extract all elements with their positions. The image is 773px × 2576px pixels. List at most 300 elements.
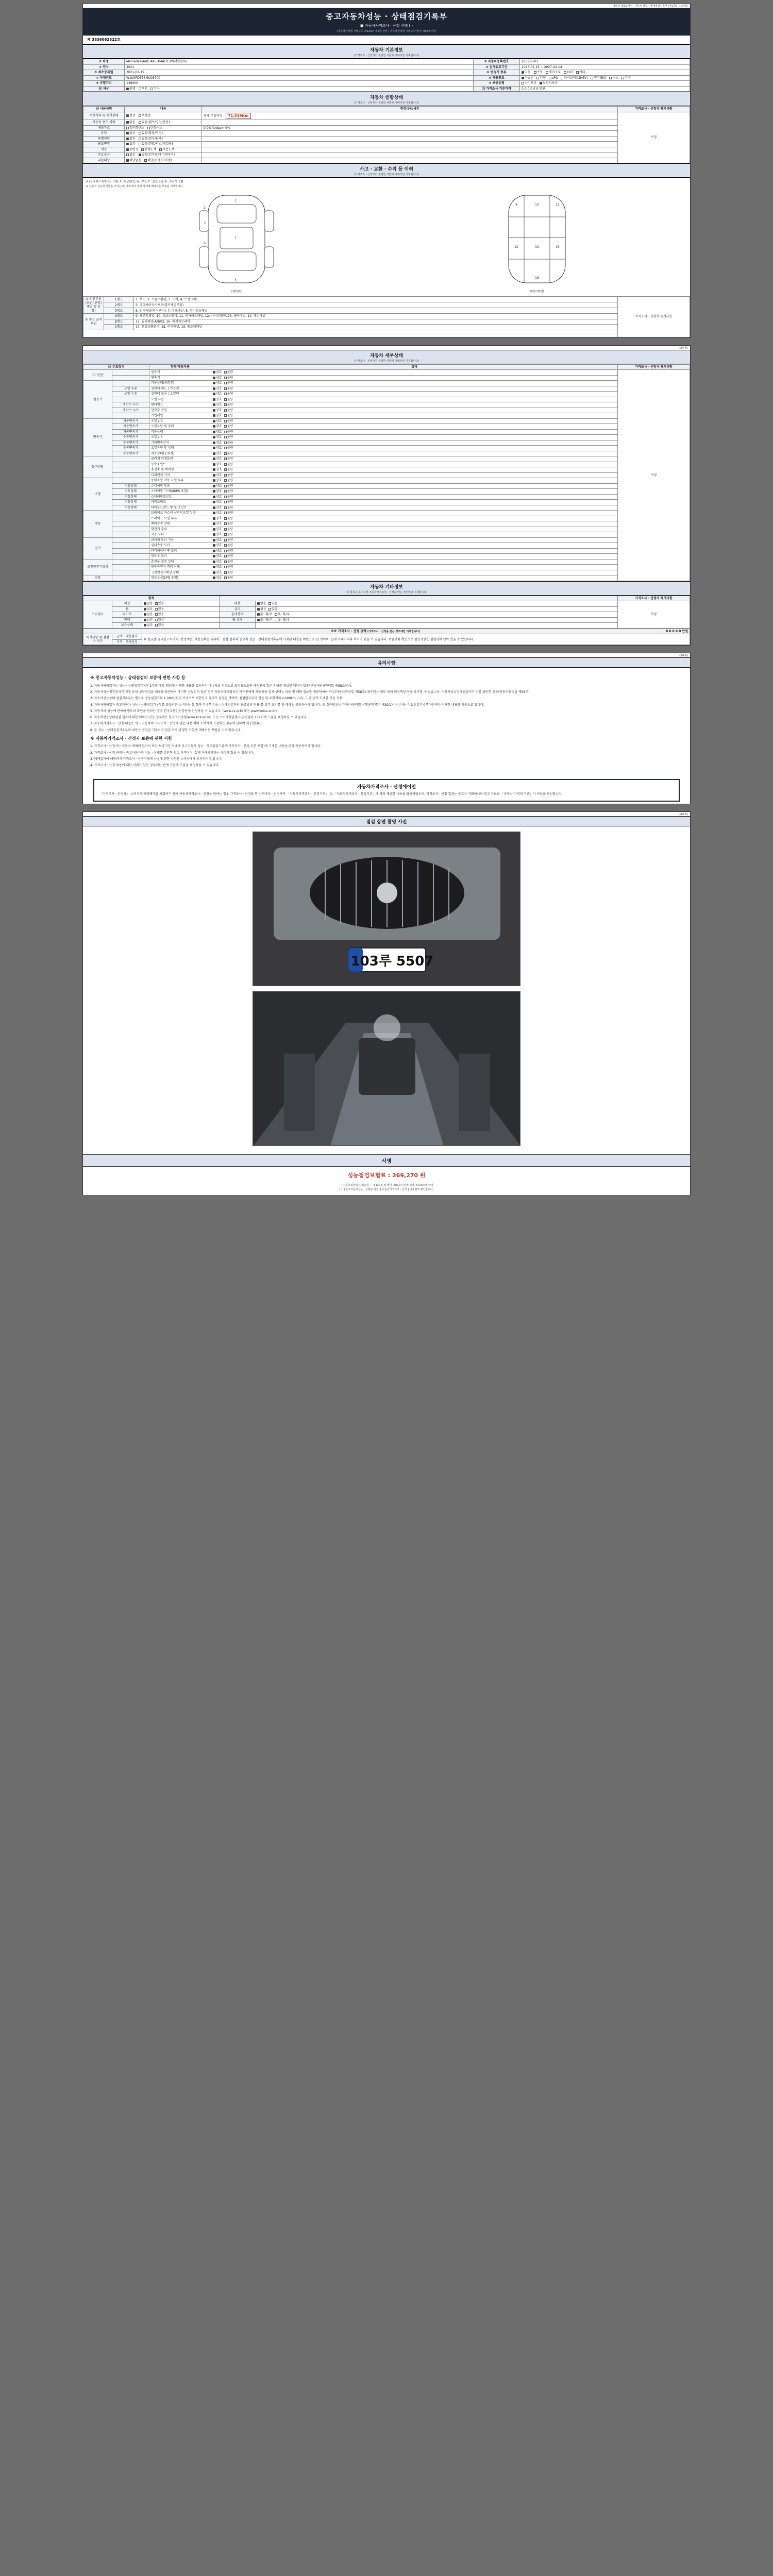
detail-head-device: ⑭ 주요장치 [83,364,149,370]
checkbox-color-unchanged[interactable]: 무변경 [126,148,138,152]
table-row [83,537,690,543]
checkbox-trans-cvt[interactable]: CVT [564,71,573,75]
checkbox-state-bad[interactable]: 불량 [224,409,233,413]
overall-label-mileage: 주행거리 및 계기상태 [83,112,125,120]
frame-b-label: B랭크 [104,319,134,325]
overall-opts-tuning [125,131,202,137]
section-basic-title: 자동차 기본정보 [370,48,403,53]
checkbox-state-good[interactable]: 양호 [213,571,222,575]
checkbox-state-bad[interactable]: 불량 [224,517,233,521]
fee-row [83,1167,690,1182]
checkbox-tuning-yes[interactable]: 있음(불법/적법) [139,131,163,135]
detail-state-cell [211,565,618,570]
checkbox-state-good[interactable]: 양호 [213,370,222,375]
checkbox-etc-left-1[interactable]: 있음 [155,607,164,612]
checkbox-state-bad[interactable]: 불량 [224,528,233,532]
detail-subgroup-label [112,521,149,527]
notice-body [83,668,690,774]
checkbox-fuel-lpg[interactable]: LPG [549,76,558,80]
checkbox-special-yes[interactable]: 있음(침수/화재) [139,137,163,141]
detail-subgroup-label [112,570,149,575]
checkbox-etc-left-1[interactable]: 있음 [155,623,164,628]
etc-right-note: 적정 [618,601,690,629]
detail-item-label: 스티어링 기어(MDPS 포함) [149,489,211,495]
detail-state-cell [211,418,618,424]
table-row [83,386,690,392]
checkbox-state-bad[interactable]: 불량 [224,387,233,391]
checkbox-state-bad[interactable]: 불량 [224,463,233,467]
detail-subgroup-label [112,516,149,521]
detail-subgroup-label [112,462,149,467]
checkbox-trans-manual[interactable]: 수동 [534,71,543,75]
checkbox-state-bad[interactable]: 불량 [224,392,233,396]
checkbox-state-bad[interactable]: 불량 [224,522,233,526]
checkbox-etc-left-1[interactable]: 있음 [155,618,164,622]
checkbox-state-bad[interactable]: 불량 [224,533,233,537]
photo-front-svg [253,832,520,986]
table-row [83,500,690,505]
checkbox-recall-yes[interactable]: 해당(이행/미이행) [144,159,172,163]
checkbox-state-good[interactable]: 양호 [213,446,222,450]
table-row [83,606,690,612]
table-row [83,548,690,554]
checkbox-state-good[interactable]: 양호 [213,392,222,396]
document-subnote: (자동차관리법 시행규칙 제120조 제1항 관련 / 자동차관리법 시행규칙 별지 제82호서식) [337,30,436,33]
accident-right-note: 가격조사 · 산정자 특기사항 [618,297,690,337]
detail-item-label: 냉각수 수량 [149,408,211,413]
checkbox-state-good[interactable]: 양호 [213,419,222,423]
checkbox-state-bad[interactable]: 불량 [224,376,233,380]
page-mark-1: (1/4쪽) [679,5,688,8]
detail-state-cell [211,554,618,560]
checkbox-state-good[interactable]: 양호 [213,489,222,494]
checkbox-state-good[interactable]: 양호 [213,409,222,413]
detail-item-label: 동력조향 작동 오일 누유 [149,478,211,484]
basic-label-color: ⑪ 색상 [83,86,125,92]
detail-state-cell [211,370,618,376]
checkbox-state-good[interactable]: 양호 [213,517,222,521]
basic-info-table [83,59,690,92]
detail-right-note: 적정 [618,370,690,581]
checkbox-state-bad[interactable]: 불량 [224,457,233,461]
detail-state-cell [211,494,618,500]
etc-item-label-right: 유리 [220,606,256,612]
detail-state-cell [211,397,618,402]
checkbox-state-bad[interactable]: 불량 [224,500,233,504]
photo-underbody-svg [253,992,520,1146]
checkbox-mileage-normal[interactable]: 정상 [126,114,136,118]
detail-item-label: 시동 모터 [149,532,211,538]
detail-subgroup-label: 수동변속기 [112,435,149,440]
detail-state-cell [211,472,618,478]
checkbox-state-bad[interactable]: 불량 [224,538,233,543]
checkbox-state-good[interactable]: 양호 [213,528,222,532]
overall-detail-usage [202,120,618,126]
checkbox-state-good[interactable]: 양호 [213,544,222,548]
detail-state-cell [211,424,618,430]
checkbox-state-good[interactable]: 양호 [213,549,222,553]
checkbox-state-bad[interactable]: 불량 [224,549,233,553]
accident-note-2: ※ 자동차 성능에 영향을 미치는데, 기재 대상 항목 상태에 해당하는 부호를 기재합니다. [86,185,184,189]
sheet-3-top-note [83,653,690,657]
detail-item-label: 워터펌프 [149,402,211,408]
basic-value-fuel [520,75,690,81]
detail-state-cell [211,505,618,511]
table-row [83,75,690,81]
form-code-label: [별지 제3호서식] 자동차 성능ㆍ상태점검기록부 (제1쪽) [614,5,677,8]
etc-options-left [142,606,220,612]
notice-p3: 3. 자동차성능상태 점검기록부는 별도로 성능점검기록 1,000만원의 보증으로 대한민국 정부가 설정된 것이며, 점검일로부터 건물 및 주행거리 2,000km 이내, 그 중 먼저 도래한 것을 적용. [90,697,344,701]
detail-state-cell [211,451,618,456]
checkbox-state-good[interactable]: 양호 [213,538,222,543]
table-row [83,302,690,308]
etc-head-cell: 가격조사 · 산정자 특기사항 [618,596,690,601]
basic-value-inspection: 2025-02-15 ~ 2027-02-14 [520,64,690,70]
checkbox-state-good[interactable]: 양호 [213,441,222,445]
checkbox-etc-left-1[interactable]: 있음 [155,613,164,617]
document-page [0,0,773,1208]
table-row [83,489,690,495]
accident-frame-title: ② 주요 골격 부위 [83,314,104,330]
table-row [83,397,690,402]
checkbox-state-good[interactable]: 양호 [213,522,222,526]
detail-state-cell [211,375,618,381]
checkbox-state-bad[interactable]: 불량 [224,425,233,429]
accident-note-1: ※ (상태 표시 방법) ○ : 교환, X : 판금/용접, W : 부식, C : 흠집/긁힘, A : 수리 및 교환 [86,180,183,184]
footer-note [83,1182,690,1195]
checkbox-etc-right-1[interactable]: 後: 좌/우 [275,618,290,622]
table-row [83,559,690,565]
sheet-4-top-note [83,812,690,816]
checkbox-state-good[interactable]: 양호 [213,473,222,478]
checkbox-emission-co[interactable]: 일산화탄소 [126,126,144,130]
checkbox-etc-left-1[interactable]: 있음 [155,602,164,606]
detail-state-cell [211,483,618,489]
detail-group-label: 자기진단 [83,370,112,381]
detail-item-label: 연료누설(LPG 포함) [149,575,211,581]
checkbox-fuel-hybrid[interactable]: 하이브리드(HEV) [561,76,587,80]
overall-head-content: 내용 [125,107,202,112]
checkbox-state-good[interactable]: 양호 [213,414,222,418]
basic-value-year: 2021 [125,64,474,70]
checkbox-state-good[interactable]: 양호 [213,495,222,499]
checkbox-state-bad[interactable]: 불량 [224,554,233,558]
detail-subgroup-label: 수동변속기 [112,446,149,451]
table-header-row [83,107,690,112]
detail-subgroup-label: 자동변속기 [112,418,149,424]
checkbox-etc-right-0[interactable]: 없음 [257,602,266,606]
etc-item-label-right: 윤내상태 [220,612,256,618]
detail-group-label: 변속기 [83,418,112,456]
checkbox-state-good[interactable]: 양호 [213,511,222,515]
table-row [83,634,690,640]
checkbox-state-bad[interactable]: 불량 [224,576,233,580]
mileage-value: 71,539Km [226,113,251,120]
overall-detail-mileage: 현재 주행거리 : 71,539Km [202,112,618,120]
accident-diagram-area [83,178,690,296]
checkbox-state-good[interactable]: 양호 [213,398,222,402]
table-row [83,86,690,92]
checkbox-trans-semi[interactable]: 세미오토 [546,71,561,75]
checkbox-state-bad[interactable]: 불량 [224,430,233,434]
checkbox-etc-right-0[interactable]: 前: 좌/우 [257,618,273,622]
table-row [83,112,690,120]
checkbox-state-bad[interactable]: 불량 [224,479,233,483]
checkbox-state-good[interactable]: 양호 [213,479,222,483]
svg-text:4: 4 [234,278,237,282]
table-row [83,472,690,478]
section-notice-header [83,657,690,668]
overall-detail-recall [202,158,618,163]
notice-heading-2: ※ 자동차가격조사 · 산정자 보증에 관한 사항 [90,736,172,741]
detail-item-label: 배력장치 상태 [149,521,211,527]
svg-text:13: 13 [555,245,560,249]
table-row [83,392,690,397]
checkbox-state-good[interactable]: 양호 [213,463,222,467]
table-row [83,429,690,435]
checkbox-state-bad[interactable]: 불량 [224,544,233,548]
basic-label-warranty: ⑩ 보증유형 [474,81,520,87]
checkbox-state-bad[interactable]: 불량 [224,419,233,423]
checkbox-state-good[interactable]: 양호 [213,452,222,456]
notice-p4: 4. 자동차매매업자 중고자동차 성능 · 상태점검기록부를 발급받은 소비자는 동 항목 기록부(성능 · 상태점검자의 보증범위 적용)를 교부 교지를 할 때에는 교지하여야 합니다. 동 실증범위는 '자동차관리법 시행규칙 별지 제82호서식'(이하 '성능점검기록부')에 따라 기재한 내용을 기준으로 합니다. [90,703,484,707]
checkbox-state-good[interactable]: 양호 [213,376,222,380]
checkbox-fuel-gasoline[interactable]: 가솔린 [522,76,533,80]
overall-label-special: 특별이력 [83,136,125,142]
detail-group-label: 원동기 [83,381,112,419]
checkbox-state-bad[interactable]: 불량 [224,414,233,418]
checkbox-state-good[interactable]: 양호 [213,381,222,385]
checkbox-fuel-etc[interactable]: 기타 [621,76,631,80]
checkbox-state-good[interactable]: 양호 [213,425,222,429]
detail-item-label: 오일누유 [149,435,211,440]
detail-item-label: 작동상태 [149,429,211,435]
detail-item-label: 스티어링 펌프 [149,483,211,489]
checkbox-etc-right-0[interactable]: 前: 좌/우 [257,613,273,617]
fee-value: 269,270 원 [392,1172,426,1179]
table-row [83,494,690,500]
detail-subgroup-label [112,467,149,473]
checkbox-state-good[interactable]: 양호 [213,565,222,569]
checkbox-state-bad[interactable]: 불량 [224,403,233,407]
overall-head-use: ⑬ 사용이력 [83,107,125,112]
frame-c-items: 17. 트렁크플로어, 18. 리어패널, 19. 플로어패널 [134,325,618,330]
checkbox-etc-left-0[interactable]: 없음 [144,613,153,617]
car-top-view-svg [159,190,314,288]
sheet-2 [82,345,691,646]
checkbox-etc-left-0[interactable]: 없음 [144,602,153,606]
etc-options-left [142,601,220,607]
checkbox-state-good[interactable]: 양호 [213,554,222,558]
detail-item-label: 충전구 절연 상태 [149,559,211,565]
detail-state-cell [211,435,618,440]
checkbox-tuning-none[interactable]: 없음 [126,131,136,135]
checkbox-state-good[interactable]: 양호 [213,500,222,504]
sheet-4 [82,811,691,1195]
section-photos-title: 점검 장면 촬영 사진 [366,819,407,825]
checkbox-usechange-yes[interactable]: 있음(렌트/리스/영업용) [139,142,173,146]
etc-options-left [142,612,220,618]
detail-subgroup-label [112,537,149,543]
declaration-text: 「가격조사 · 산정자」 소비자가 매매계약을 체결하기 전에 자동차가격조사 · 산정을 원하는 경우 가격조사 · 산정을 한 가격조사 · 산정자가 「자동차가격조사 · 산정가격」 및 「자동차가격조사 · 산정기준」에 따라 제공한 내용을 확인하였으며, 가격조사 · 산정 결과는 중고차 거래에서의 참고 자료로 「자동차 가격의 기준」이 아님을 확인합니다. [99,792,563,796]
checkbox-state-good[interactable]: 양호 [213,533,222,537]
notice-p1: 1. 자동차매매업자는 성능 · 상태점검기록부 1부를 매도 제외에 기재한 내용을 교지하지 아니하고 거짓으로 교지됨으로써 매수인이 입은 손해를 배상할 책임이 있습니다(자동차관리법 제58조의4). [90,684,352,688]
checkbox-state-good[interactable]: 양호 [213,430,222,434]
checkbox-trans-etc[interactable]: 기타 [576,71,585,75]
document-number: 제 3836062822호 [83,36,690,44]
detail-head-item: 항목/해당부품 [149,364,211,370]
checkbox-state-bad[interactable]: 불량 [224,495,233,499]
detail-state-cell [211,537,618,543]
checkbox-emission-hc[interactable]: 탄화수소 [147,126,162,130]
detail-item-label: 스티어링조인트 [149,494,211,500]
checkbox-usechange-none[interactable]: 없음 [126,142,136,146]
checkbox-color-partial[interactable]: 부분도색 [159,148,174,152]
car-under-caption: 하면(아래면) [529,290,544,294]
checkbox-usage-yes[interactable]: 있음(렌트/영업/관용) [139,121,170,125]
checkbox-special-none[interactable]: 없음 [126,137,136,141]
checkbox-state-good[interactable]: 양호 [213,576,222,580]
checkbox-color-twotone[interactable]: 투톤 [139,87,148,91]
checkbox-state-bad[interactable]: 불량 [224,435,233,439]
checkbox-color-full[interactable]: 전체도색 [141,148,156,152]
detail-item-label: 고전원전기배선 상태 [149,570,211,575]
checkbox-etc-left-0[interactable]: 없음 [144,623,153,628]
detail-subgroup-label: 작동상태 [112,483,149,489]
checkbox-recall-na[interactable]: 해당없음 [126,159,141,163]
checkbox-state-bad[interactable]: 불량 [224,565,233,569]
detail-state-table [83,364,690,581]
checkbox-color-solid[interactable]: 원색 [126,87,136,91]
overall-detail-special [202,136,618,142]
checkbox-state-bad[interactable]: 불량 [224,441,233,445]
checkbox-etc-right-1[interactable]: 있음 [268,607,278,612]
checkbox-options-yes[interactable]: 있음(선루프/내비게이션) [139,153,175,157]
section-accident-note: (가격조사 · 산정자가 점검한 사항에 대해서만 기재합니다) [354,173,419,177]
checkbox-state-bad[interactable]: 불량 [224,370,233,375]
checkbox-state-bad[interactable]: 불량 [224,511,233,515]
checkbox-fuel-diesel[interactable]: 디젤 [536,76,546,80]
checkbox-state-good[interactable]: 양호 [213,435,222,439]
checkbox-usage-none[interactable]: 없음 [126,121,136,125]
detail-state-cell [211,429,618,435]
detail-item-label: 오일유량 및 상태 [149,446,211,451]
checkbox-state-bad[interactable]: 불량 [224,473,233,478]
detail-state-cell [211,456,618,462]
checkbox-state-good[interactable]: 양호 [213,387,222,391]
detail-subgroup-label [112,511,149,516]
svg-text:6: 6 [203,242,206,246]
basic-value-vin: W1K0PDEB6MU08700 [125,75,474,81]
etc-item-label-left: 광택 [112,617,142,623]
detail-item-label: 작동상태(공회전) [149,451,211,456]
detail-item-label: 커먼레일 [149,413,211,419]
etc-table-body [83,596,690,628]
checkbox-state-bad[interactable]: 불량 [224,398,233,402]
detail-group-label: 고전원전기장치 [83,559,112,575]
detail-subgroup-label: 작동상태 [112,500,149,505]
checkbox-state-bad[interactable]: 불량 [224,381,233,385]
table-row [83,456,690,462]
checkbox-fuel-ev[interactable]: 전기(EV) [591,76,606,80]
checkbox-state-good[interactable]: 양호 [213,468,222,472]
checkbox-state-good[interactable]: 양호 [213,403,222,407]
accident-parts-table [83,296,690,337]
checkbox-state-bad[interactable]: 불량 [224,452,233,456]
checkbox-state-bad[interactable]: 불량 [224,484,233,488]
table-row [83,314,690,319]
checkbox-state-bad[interactable]: 불량 [224,446,233,450]
checkbox-etc-right-0[interactable]: 없음 [257,607,266,612]
price-table [83,629,690,646]
checkbox-state-bad[interactable]: 불량 [224,506,233,510]
table-row [83,375,690,381]
checkbox-state-good[interactable]: 양호 [213,506,222,510]
section-overall-title: 자동차 종합상태 [370,95,403,100]
checkbox-etc-left-0[interactable]: 없음 [144,607,153,612]
checkbox-state-bad[interactable]: 불량 [224,489,233,494]
checkbox-etc-left-0[interactable]: 없음 [144,618,153,622]
declaration-title: 자동차가격조사 · 산정에이언 [357,784,416,790]
document-subtitle: ■ 자동차가격조사 · 산정 선택 ( ) [360,24,413,28]
rank-1-label: 1랭크 [104,297,134,302]
document-title: 중고자동차성능 · 상태점검기록부 [325,12,447,21]
section-detail-header [83,350,690,364]
detail-state-cell [211,548,618,554]
detail-item-label: 라디에이터 팬 모터 [149,548,211,554]
detail-state-cell [211,532,618,538]
detail-item-label: 와이퍼 모터 기능 [149,537,211,543]
checkbox-state-good[interactable]: 양호 [213,457,222,461]
license-plate-text: 103루 5507 [350,953,434,969]
etc-item-label-left: 외장 [112,601,142,607]
etc-table [83,596,690,629]
etc-item-label-left: 보유상태 [112,623,142,629]
detail-state-cell [211,408,618,413]
basic-value-plate: 103러6507 [520,59,690,65]
checkbox-warranty-insurer[interactable]: 보험사보증 [540,81,558,86]
checkbox-etc-right-1[interactable]: 後: 좌/우 [275,613,290,617]
detail-subgroup-label [112,565,149,570]
checkbox-state-good[interactable]: 양호 [213,560,222,564]
sheet-1-top-note [83,4,690,8]
checkbox-trans-auto[interactable]: 자동 [522,71,531,75]
overall-opts-mileage [125,112,202,120]
checkbox-warranty-self[interactable]: 자기보증 [522,81,536,86]
checkbox-etc-right-1[interactable]: 있음 [268,602,278,606]
etc-head-cell: 항목 [83,596,220,601]
checkbox-state-good[interactable]: 양호 [213,484,222,488]
detail-item-label: 변속기 [149,375,211,381]
checkbox-state-bad[interactable]: 불량 [224,571,233,575]
checkbox-mileage-abnormal[interactable]: 부정상 [139,114,150,118]
overall-head-detail: 점검내용/세부 [202,107,618,112]
photo-underbody [253,991,520,1146]
detail-subgroup-label [112,370,149,376]
checkbox-fuel-hydrogen[interactable]: 수소 [609,76,618,80]
checkbox-state-bad[interactable]: 불량 [224,468,233,472]
checkbox-options-none[interactable]: 없음 [126,153,136,157]
car-diagram-bottom [460,190,614,293]
detail-item-label: 윈도우 모터 [149,554,211,560]
table-row [83,142,690,147]
etc-item-label-right: 휠 상태 [220,617,256,623]
checkbox-state-bad[interactable]: 불량 [224,560,233,564]
checkbox-color-etc[interactable]: 기타 [150,87,160,91]
table-row [83,70,690,76]
table-row [83,59,690,65]
table-row [83,617,690,623]
